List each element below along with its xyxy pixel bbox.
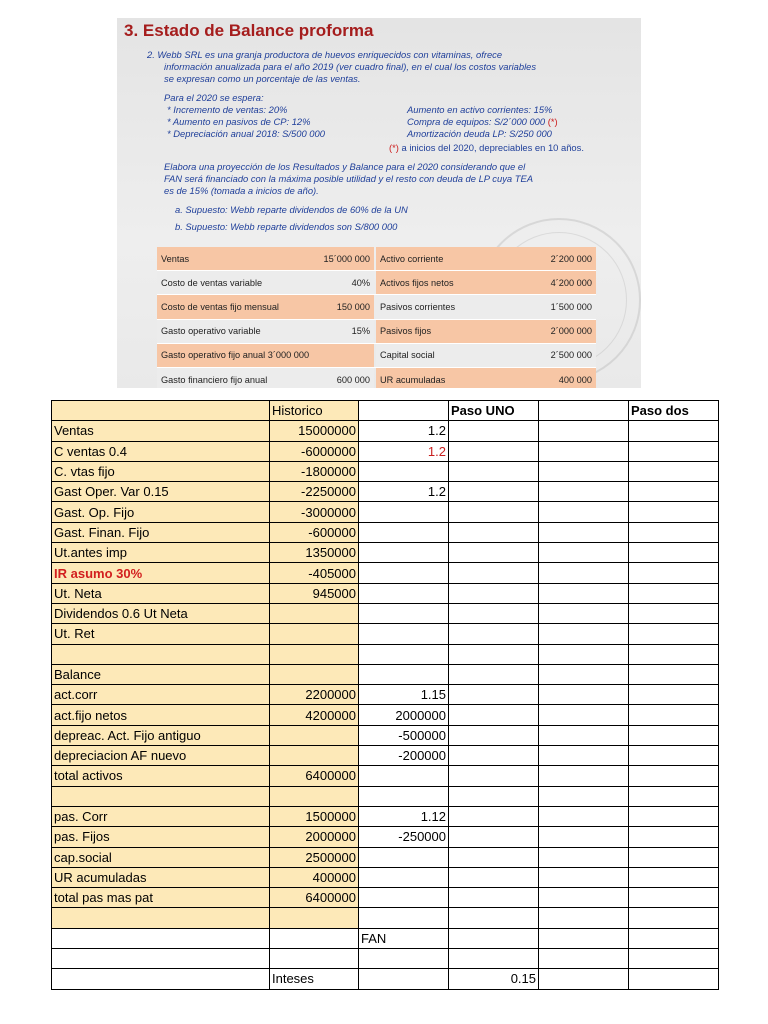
right-label: Pasivos corrientes — [376, 295, 504, 319]
sheet-row — [52, 603, 719, 623]
left-value: 15´000 000 — [303, 247, 374, 271]
exercise-slide — [117, 18, 641, 388]
sheet-cell[interactable]: Gast Oper. Var 0.15 — [52, 482, 270, 502]
sheet-cell[interactable] — [539, 685, 629, 705]
sheet-cell[interactable] — [359, 624, 449, 644]
sheet-cell[interactable] — [629, 827, 719, 847]
sheet-cell[interactable] — [539, 401, 629, 421]
sheet-cell[interactable] — [359, 603, 449, 623]
sheet-cell[interactable]: FAN — [359, 928, 449, 948]
sheet-cell[interactable] — [359, 502, 449, 522]
sheet-cell[interactable] — [449, 746, 539, 766]
sheet-cell[interactable] — [539, 847, 629, 867]
sheet-row — [52, 685, 719, 705]
sheet-cell[interactable]: 1.2 — [359, 482, 449, 502]
sheet-cell[interactable] — [629, 421, 719, 441]
sheet-cell[interactable] — [629, 888, 719, 908]
sheet-cell[interactable]: -405000 — [270, 563, 359, 583]
sheet-cell[interactable] — [270, 949, 359, 969]
right-label: Capital social — [376, 343, 504, 367]
sheet-cell[interactable] — [359, 888, 449, 908]
sheet-cell[interactable]: Paso dos — [629, 401, 719, 421]
sheet-cell[interactable] — [359, 563, 449, 583]
sheet-cell[interactable]: Gast. Finan. Fijo — [52, 522, 270, 542]
sheet-cell[interactable] — [539, 827, 629, 847]
sheet-cell[interactable]: 6400000 — [270, 888, 359, 908]
right-label: Activos fijos netos — [376, 271, 504, 295]
task-line-1: Elabora una proyección de los Resultados y Balance para el 2020 considerando que el — [164, 161, 526, 172]
sheet-cell[interactable]: Ventas — [52, 421, 270, 441]
sheet-row — [52, 461, 719, 481]
sheet-cell[interactable] — [359, 583, 449, 603]
sheet-cell[interactable] — [539, 705, 629, 725]
sheet-cell[interactable] — [539, 502, 629, 522]
sheet-cell[interactable] — [539, 421, 629, 441]
right-item-2-text: Compra de equipos: S/2´000 000 — [407, 116, 546, 127]
footnote-mark: (*) — [389, 142, 399, 153]
sheet-cell[interactable] — [359, 969, 449, 989]
supuesto-b: b. Supuesto: Webb reparte dividendos son S/800 000 — [175, 221, 398, 232]
right-value: 4´200 000 — [504, 271, 596, 295]
sheet-cell[interactable]: 0.15 — [449, 969, 539, 989]
left-value: 15% — [303, 319, 374, 343]
sheet-cell[interactable] — [449, 543, 539, 563]
sheet-cell[interactable]: act.corr — [52, 685, 270, 705]
sheet-cell[interactable] — [629, 766, 719, 786]
sheet-cell[interactable]: 400000 — [270, 867, 359, 887]
sheet-cell[interactable] — [539, 603, 629, 623]
sheet-row — [52, 644, 719, 664]
slide-table-row — [157, 343, 596, 367]
left-label: Gasto operativo fijo anual 3´000 000 — [157, 343, 374, 367]
sheet-cell[interactable] — [629, 725, 719, 745]
sheet-cell[interactable] — [539, 624, 629, 644]
slide-table-row — [157, 319, 596, 343]
left-label: Gasto operativo variable — [157, 319, 303, 343]
sheet-cell[interactable]: Inteses — [270, 969, 359, 989]
sheet-cell[interactable] — [539, 746, 629, 766]
sheet-cell[interactable] — [449, 563, 539, 583]
sheet-cell[interactable]: 2000000 — [270, 827, 359, 847]
left-label: Gasto financiero fijo anual — [157, 367, 303, 388]
sheet-cell[interactable]: total pas mas pat — [52, 888, 270, 908]
sheet-cell[interactable] — [539, 949, 629, 969]
sheet-cell[interactable] — [52, 969, 270, 989]
left-item-2: * Aumento en pasivos de CP: 12% — [167, 116, 311, 127]
sheet-cell[interactable] — [629, 482, 719, 502]
sheet-cell[interactable] — [449, 583, 539, 603]
sheet-cell[interactable]: 1350000 — [270, 543, 359, 563]
sheet-cell[interactable]: -600000 — [270, 522, 359, 542]
sheet-cell[interactable] — [539, 664, 629, 684]
sheet-row — [52, 543, 719, 563]
sheet-cell[interactable] — [629, 847, 719, 867]
task-line-3: es de 15% (tomada a inicios de año). — [164, 185, 319, 196]
sheet-row — [52, 928, 719, 948]
sheet-cell[interactable]: pas. Corr — [52, 806, 270, 826]
sheet-cell[interactable]: 2500000 — [270, 847, 359, 867]
sheet-cell[interactable] — [629, 583, 719, 603]
sheet-cell[interactable] — [629, 867, 719, 887]
sheet-cell[interactable] — [52, 644, 270, 664]
sheet-cell[interactable] — [270, 664, 359, 684]
right-value: 400 000 — [504, 367, 596, 388]
sheet-cell[interactable] — [270, 786, 359, 806]
sheet-cell[interactable] — [539, 806, 629, 826]
left-item-3: * Depreciación anual 2018: S/500 000 — [167, 128, 325, 139]
right-value: 1´500 000 — [504, 295, 596, 319]
sheet-cell[interactable]: act.fijo netos — [52, 705, 270, 725]
sheet-cell[interactable]: 1.15 — [359, 685, 449, 705]
right-value: 2´500 000 — [504, 343, 596, 367]
sheet-cell[interactable] — [539, 482, 629, 502]
sheet-cell[interactable]: 4200000 — [270, 705, 359, 725]
sheet-cell[interactable] — [629, 644, 719, 664]
sheet-cell[interactable] — [52, 786, 270, 806]
sheet-cell[interactable]: depreciacion AF nuevo — [52, 746, 270, 766]
sheet-row — [52, 867, 719, 887]
sheet-cell[interactable]: -2250000 — [270, 482, 359, 502]
sheet-row — [52, 522, 719, 542]
expect-heading: Para el 2020 se espera: — [164, 92, 264, 103]
sheet-row — [52, 888, 719, 908]
sheet-cell[interactable] — [270, 624, 359, 644]
sheet-cell[interactable] — [449, 624, 539, 644]
sheet-cell[interactable] — [270, 746, 359, 766]
sheet-cell[interactable] — [539, 563, 629, 583]
sheet-cell[interactable] — [449, 522, 539, 542]
sheet-cell[interactable] — [449, 685, 539, 705]
sheet-cell[interactable] — [629, 664, 719, 684]
sheet-cell[interactable] — [270, 908, 359, 928]
footnote — [389, 142, 584, 153]
right-label: Pasivos fijos — [376, 319, 504, 343]
sheet-row — [52, 664, 719, 684]
sheet-cell[interactable] — [539, 522, 629, 542]
supuesto-a: a. Supuesto: Webb reparte dividendos de 60% de la UN — [175, 204, 408, 215]
sheet-cell[interactable] — [629, 969, 719, 989]
sheet-cell[interactable] — [449, 867, 539, 887]
sheet-cell[interactable]: 2000000 — [359, 705, 449, 725]
slide-table-row — [157, 271, 596, 295]
sheet-row — [52, 583, 719, 603]
sheet-row — [52, 441, 719, 461]
sheet-cell[interactable] — [359, 644, 449, 664]
sheet-cell[interactable]: Balance — [52, 664, 270, 684]
sheet-cell[interactable] — [539, 786, 629, 806]
left-label: Ventas — [157, 247, 303, 271]
sheet-cell[interactable]: Ut. Ret — [52, 624, 270, 644]
sheet-row — [52, 624, 719, 644]
right-item-1: Aumento en activo corrientes: 15% — [407, 104, 553, 115]
sheet-cell[interactable]: 1.2 — [359, 421, 449, 441]
sheet-cell[interactable] — [449, 482, 539, 502]
right-value: 2´000 000 — [504, 319, 596, 343]
sheet-cell[interactable] — [449, 827, 539, 847]
sheet-cell[interactable]: cap.social — [52, 847, 270, 867]
sheet-cell[interactable] — [539, 644, 629, 664]
slide-table-row — [157, 295, 596, 319]
sheet-cell[interactable] — [629, 563, 719, 583]
sheet-cell[interactable] — [449, 928, 539, 948]
sheet-cell[interactable] — [449, 786, 539, 806]
sheet-cell[interactable] — [449, 502, 539, 522]
left-item-1: * Incremento de ventas: 20% — [167, 104, 288, 115]
sheet-cell[interactable] — [539, 867, 629, 887]
sheet-cell[interactable]: UR acumuladas — [52, 867, 270, 887]
sheet-row — [52, 482, 719, 502]
left-value: 150 000 — [303, 295, 374, 319]
sheet-cell[interactable]: Historico — [270, 401, 359, 421]
left-value: 40% — [303, 271, 374, 295]
sheet-cell[interactable] — [449, 644, 539, 664]
sheet-cell[interactable]: IR asumo 30% — [52, 563, 270, 583]
sheet-cell[interactable] — [52, 401, 270, 421]
sheet-cell[interactable]: 6400000 — [270, 766, 359, 786]
slide-table-row — [157, 367, 596, 388]
sheet-row — [52, 563, 719, 583]
sheet-cell[interactable] — [359, 908, 449, 928]
sheet-cell[interactable] — [539, 928, 629, 948]
sheet-cell[interactable]: 15000000 — [270, 421, 359, 441]
sheet-row — [52, 847, 719, 867]
sheet-cell[interactable] — [359, 867, 449, 887]
sheet-row — [52, 949, 719, 969]
sheet-cell[interactable] — [629, 461, 719, 481]
sheet-row — [52, 421, 719, 441]
sheet-row — [52, 969, 719, 989]
sheet-cell[interactable]: 1500000 — [270, 806, 359, 826]
footnote-text: a inicios del 2020, depreciables en 10 años. — [398, 142, 584, 153]
sheet-cell[interactable] — [539, 461, 629, 481]
sheet-cell[interactable] — [359, 664, 449, 684]
sheet-cell[interactable]: Paso UNO — [449, 401, 539, 421]
sheet-cell[interactable] — [629, 502, 719, 522]
sheet-cell[interactable] — [359, 543, 449, 563]
right-label: UR acumuladas — [376, 367, 504, 388]
sheet-cell[interactable] — [270, 928, 359, 948]
intro-line-1: 2. Webb SRL es una granja productora de huevos enriquecidos con vitaminas, ofrece — [147, 49, 503, 60]
sheet-cell[interactable]: total activos — [52, 766, 270, 786]
sheet-cell[interactable] — [270, 725, 359, 745]
data-table-2019 — [157, 247, 596, 388]
projection-spreadsheet — [51, 400, 719, 990]
sheet-cell[interactable]: -200000 — [359, 746, 449, 766]
right-item-3: Amortización deuda LP: S/250 000 — [407, 128, 552, 139]
sheet-cell[interactable]: pas. Fijos — [52, 827, 270, 847]
sheet-cell[interactable] — [359, 847, 449, 867]
sheet-cell[interactable]: 1.2 — [359, 441, 449, 461]
sheet-cell[interactable] — [629, 705, 719, 725]
sheet-cell[interactable] — [629, 949, 719, 969]
sheet-cell[interactable] — [539, 441, 629, 461]
sheet-cell[interactable] — [270, 603, 359, 623]
sheet-cell[interactable]: -250000 — [359, 827, 449, 847]
sheet-row — [52, 502, 719, 522]
sheet-cell[interactable] — [449, 908, 539, 928]
sheet-row — [52, 827, 719, 847]
sheet-cell[interactable] — [52, 949, 270, 969]
sheet-cell[interactable]: -3000000 — [270, 502, 359, 522]
intro-line-3: se expresan como un porcentaje de las ventas. — [164, 73, 361, 84]
equipos-footnote-mark: (*) — [547, 116, 558, 127]
sheet-cell[interactable] — [449, 421, 539, 441]
sheet-cell[interactable] — [629, 543, 719, 563]
sheet-cell[interactable] — [449, 806, 539, 826]
sheet-cell[interactable] — [629, 603, 719, 623]
sheet-cell[interactable] — [449, 461, 539, 481]
sheet-row — [52, 705, 719, 725]
sheet-cell[interactable] — [629, 806, 719, 826]
sheet-row — [52, 401, 719, 421]
right-item-2 — [407, 116, 558, 127]
sheet-cell[interactable]: Dividendos 0.6 Ut Neta — [52, 603, 270, 623]
sheet-cell[interactable]: 945000 — [270, 583, 359, 603]
sheet-cell[interactable] — [629, 746, 719, 766]
sheet-cell[interactable]: Gast. Op. Fijo — [52, 502, 270, 522]
sheet-cell[interactable] — [359, 522, 449, 542]
sheet-cell[interactable] — [270, 644, 359, 664]
sheet-cell[interactable] — [629, 786, 719, 806]
sheet-cell[interactable]: C ventas 0.4 — [52, 441, 270, 461]
sheet-cell[interactable]: depreac. Act. Fijo antiguo — [52, 725, 270, 745]
sheet-cell[interactable] — [539, 908, 629, 928]
sheet-cell[interactable] — [449, 949, 539, 969]
sheet-row — [52, 766, 719, 786]
sheet-cell[interactable] — [449, 603, 539, 623]
sheet-cell[interactable]: -500000 — [359, 725, 449, 745]
sheet-cell[interactable] — [449, 888, 539, 908]
sheet-row — [52, 746, 719, 766]
sheet-cell[interactable] — [449, 705, 539, 725]
sheet-row — [52, 908, 719, 928]
sheet-cell[interactable] — [449, 725, 539, 745]
sheet-cell[interactable] — [359, 461, 449, 481]
sheet-cell[interactable]: Ut. Neta — [52, 583, 270, 603]
sheet-cell[interactable] — [539, 543, 629, 563]
sheet-cell[interactable]: 1.12 — [359, 806, 449, 826]
slide-table-row — [157, 247, 596, 271]
sheet-cell[interactable] — [629, 928, 719, 948]
sheet-cell[interactable] — [629, 441, 719, 461]
intro-line-2: información anualizada para el año 2019 (ver cuadro final), en el cual los costos variables — [164, 61, 537, 72]
sheet-cell[interactable] — [449, 441, 539, 461]
sheet-cell[interactable]: -1800000 — [270, 461, 359, 481]
sheet-cell[interactable]: Ut.antes imp — [52, 543, 270, 563]
sheet-cell[interactable] — [629, 522, 719, 542]
slide-title: 3. Estado de Balance proforma — [124, 21, 374, 40]
sheet-row — [52, 786, 719, 806]
right-value: 2´200 000 — [504, 247, 596, 271]
sheet-row — [52, 806, 719, 826]
sheet-cell[interactable] — [539, 583, 629, 603]
sheet-cell[interactable] — [52, 908, 270, 928]
sheet-cell[interactable] — [629, 624, 719, 644]
sheet-cell[interactable]: 2200000 — [270, 685, 359, 705]
sheet-cell[interactable] — [449, 847, 539, 867]
left-value: 600 000 — [303, 367, 374, 388]
sheet-cell[interactable] — [52, 928, 270, 948]
right-label: Activo corriente — [376, 247, 504, 271]
sheet-cell[interactable] — [359, 766, 449, 786]
task-line-2: FAN será financiado con la máxima posible utilidad y el resto con deuda de LP cuya TEA — [164, 173, 533, 184]
sheet-cell[interactable] — [539, 969, 629, 989]
sheet-row — [52, 725, 719, 745]
sheet-cell[interactable] — [629, 908, 719, 928]
sheet-cell[interactable] — [539, 725, 629, 745]
sheet-cell[interactable]: C. vtas fijo — [52, 461, 270, 481]
sheet-cell[interactable] — [539, 888, 629, 908]
left-label: Costo de ventas variable — [157, 271, 303, 295]
sheet-cell[interactable] — [539, 766, 629, 786]
sheet-cell[interactable] — [449, 664, 539, 684]
sheet-cell[interactable] — [449, 766, 539, 786]
sheet-cell[interactable] — [359, 786, 449, 806]
sheet-cell[interactable] — [359, 949, 449, 969]
sheet-cell[interactable] — [629, 685, 719, 705]
left-label: Costo de ventas fijo mensual — [157, 295, 303, 319]
sheet-cell[interactable]: -6000000 — [270, 441, 359, 461]
sheet-cell[interactable] — [359, 401, 449, 421]
